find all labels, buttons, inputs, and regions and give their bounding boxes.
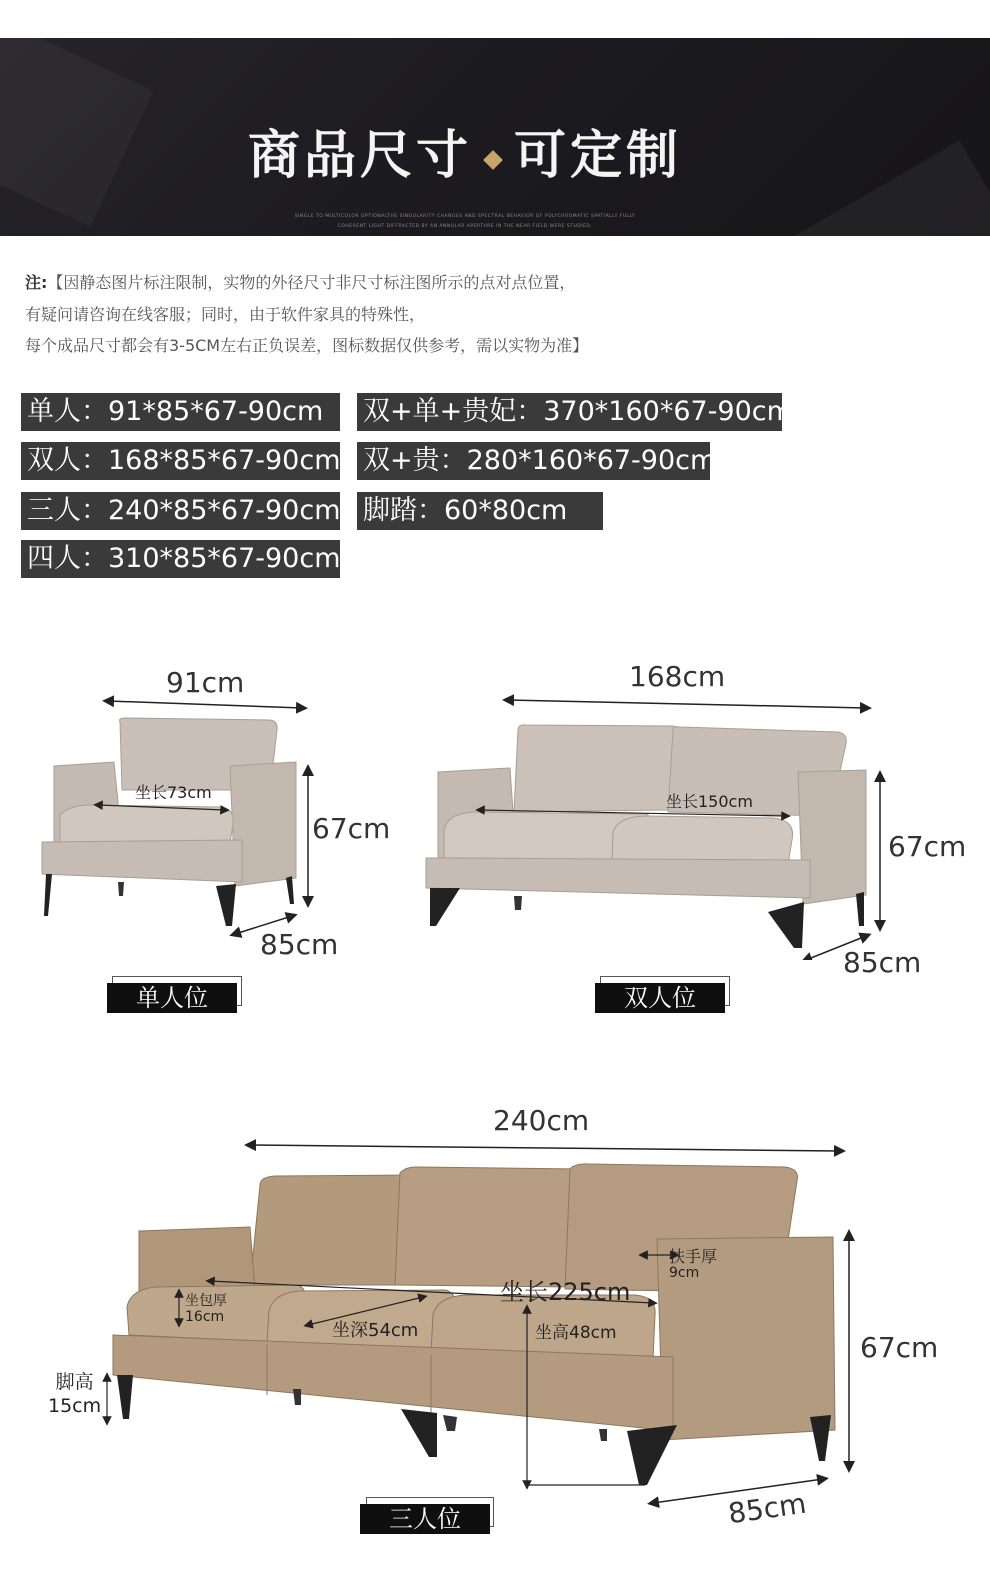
triple-leg-title: 脚高 [55,1371,94,1393]
single-seat-tag: 单人位 [107,983,237,1013]
triple-armrest-title: 扶手厚 [669,1247,718,1266]
spec-single: 单人：91*85*67-90cm [21,393,340,431]
note-line1 [25,270,575,293]
triple-armrest-value: 9cm [669,1265,700,1281]
single-width-label: 91cm [166,666,245,699]
page-title [0,125,930,186]
triple-sofa-image [45,1135,865,1515]
spec-double-chaise: 双+贵：280*160*67-90cm [357,442,710,480]
single-depth-label: 85cm [260,928,339,961]
triple-cushion-title: 坐包厚 [185,1293,227,1309]
page-title-right: 可定制 [514,125,683,186]
double-seat-length-label: 坐长150cm [666,792,753,811]
single-seat-length-label: 坐长73cm [135,783,212,802]
triple-leg-value: 15cm [48,1395,102,1417]
triple-seat-tag: 三人位 [360,1504,490,1534]
spec-double: 双人：168*85*67-90cm [21,442,340,480]
spec-triple: 三人：240*85*67-90cm [21,492,340,530]
triple-depth-label: 85cm [726,1486,809,1531]
note-prefix: 注: [25,273,48,292]
single-sofa-image [30,690,320,940]
spec-double-single-chaise: 双+单+贵妃：370*160*67-90cm [357,393,782,431]
double-seat-tag: 双人位 [595,983,725,1013]
header-banner [0,38,990,236]
banner-subtitle-line2: COHERENT LIGHT DIFFRACTED BY AN ANNULAR APERTURE IN THE NEAR FIELD WERE STUDIED. [337,224,593,229]
triple-width-label: 240cm [493,1104,590,1137]
note-line3: 每个成品尺寸都会有3-5CM左右正负误差，图标数据仅供参考，需以实物为准】 [25,336,589,355]
triple-height-label: 67cm [860,1331,939,1364]
triple-seat-length-label: 坐长225cm [500,1278,631,1306]
single-height-label: 67cm [312,812,391,845]
note-line2: 有疑问请咨询在线客服；同时，由于软件家具的特殊性， [25,305,426,324]
triple-cushion-label [185,1293,227,1325]
triple-leg-label [48,1370,101,1418]
note-text1: 【因静态图片标注限制，实物的外径尺寸非尺寸标注图所示的点对点位置， [47,273,576,292]
spec-footstool: 脚踏：60*80cm [357,492,603,530]
diamond-icon [483,150,503,170]
double-height-label: 67cm [888,830,967,863]
triple-seat-depth-label: 坐深54cm [332,1320,419,1341]
page-title-left: 商品尺寸 [247,125,472,186]
triple-armrest-label [669,1248,717,1282]
double-depth-label: 85cm [843,946,922,979]
banner-subtitle-line1: SINGLE TO MULTICOLOR OPTIONALTHE SINGULARITY CHANGES AND SPECTRAL BEHAVIOR OF POLYCHROMATIC SPATIALLY FULLY [294,214,636,219]
double-width-label: 168cm [629,660,726,693]
double-sofa-image [418,690,888,960]
spec-quad: 四人：310*85*67-90cm [21,540,340,578]
triple-cushion-value: 16cm [185,1309,225,1325]
triple-seat-height-label: 坐高48cm [535,1323,617,1343]
